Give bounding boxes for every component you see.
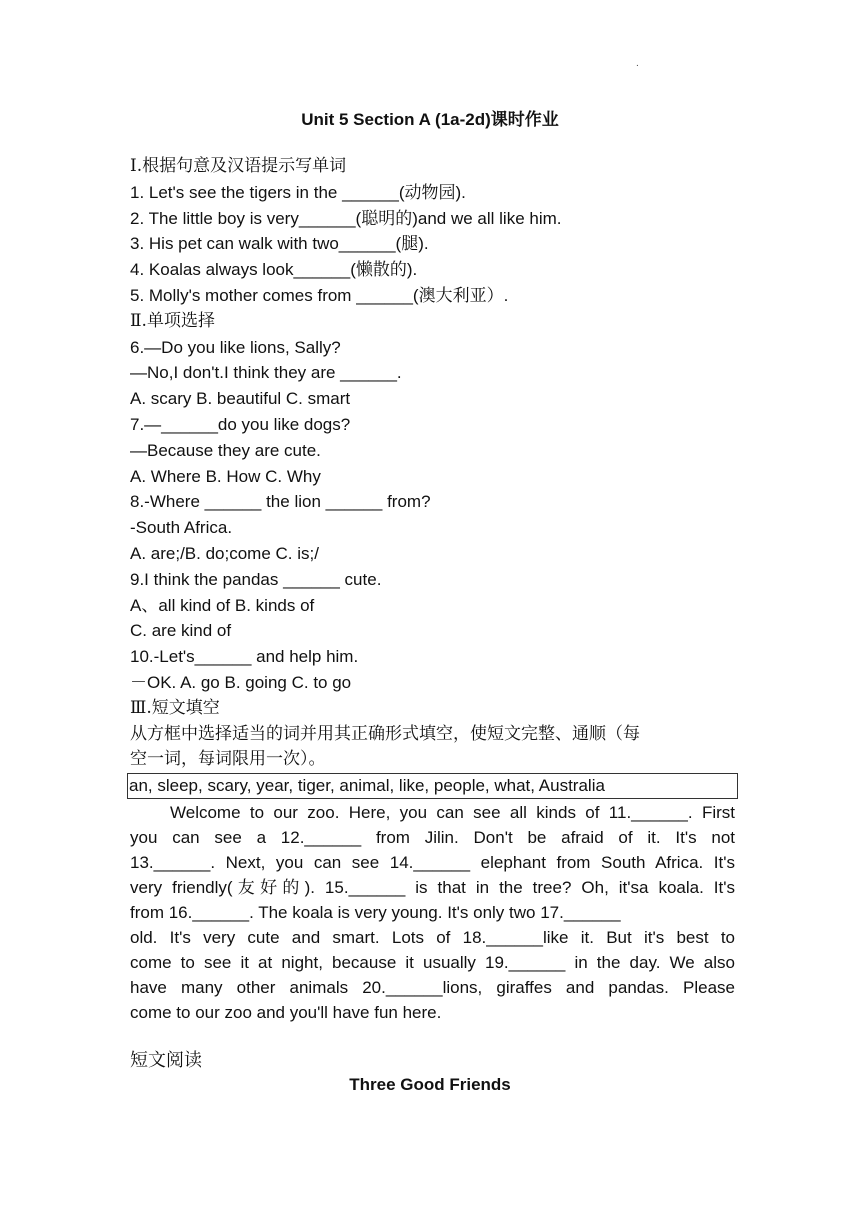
section-3-instruction-line-1: 从方框中选择适当的词并用其正确形式填空，使短文完整、通顺（每 (130, 723, 640, 744)
question-9-option-c: C. are kind of (130, 621, 232, 641)
question-10-options: －OK. A. go B. going C. to go (130, 672, 352, 692)
section-3-instruction-line-2: 空一词，每词限用一次）。 (130, 748, 326, 769)
page-mark: . (636, 58, 639, 69)
passage-line-6: old. It's very cute and smart. Lots of 18.______like it. But it's best to (130, 927, 735, 947)
passage-line-8: have many other animals 20.______lions, giraffes and pandas. Please (130, 977, 735, 997)
passage-line-1: Welcome to our zoo. Here, you can see all kinds of 11.______. First (170, 802, 735, 822)
cloze-passage (130, 800, 735, 1025)
passage-line-3: 13.______. Next, you can see 14.______ elephant from South Africa. It's (130, 852, 735, 872)
passage-line-7: come to see it at night, because it usually 19.______ in the day. We also (130, 952, 735, 972)
question-8-options: A. are;/B. do;come C. is;/ (130, 543, 319, 563)
passage-line-9: come to our zoo and you'll have fun here. (130, 1002, 442, 1022)
passage-line-4: very friendly(友好的). 15.______ is that in the tree? Oh, it'sa koala. It's (130, 877, 735, 897)
story-title: Three Good Friends (349, 1075, 511, 1094)
page-title: Unit 5 Section A (1a-2d)课时作业 (301, 110, 559, 129)
question-10-prompt: 10.-Let's______ and help him. (130, 647, 359, 667)
question-6-reply: —No,I don't.I think they are ______. (130, 363, 402, 383)
question-6-options: A. scary B. beautiful C. smart (130, 389, 351, 409)
question-6-prompt: 6.—Do you like lions, Sally? (130, 337, 341, 357)
section-1-heading: Ⅰ.根据句意及汉语提示写单词 (130, 156, 347, 176)
question-4: 4. Koalas always look______(懒散的). (130, 260, 418, 280)
question-5: 5. Molly's mother comes from ______(澳大利亚）. (130, 285, 509, 305)
question-8-prompt: 8.-Where ______ the lion ______ from? (130, 492, 431, 512)
question-2: 2. The little boy is very______(聪明的)and we all like him. (130, 208, 562, 228)
exercise-body (130, 154, 735, 1025)
question-8-reply: -South Africa. (130, 518, 233, 538)
question-7-reply: —Because they are cute. (130, 440, 321, 460)
question-9-prompt: 9.I think the pandas ______ cute. (130, 569, 382, 589)
section-3-heading: Ⅲ.短文填空 (130, 697, 220, 718)
section-2-heading: Ⅱ.单项选择 (130, 310, 215, 331)
question-3: 3. His pet can walk with two______(腿). (130, 234, 429, 254)
question-9-options-ab: A、all kind of B. kinds of (130, 595, 315, 615)
question-7-options: A. Where B. How C. Why (130, 466, 321, 486)
question-7-prompt: 7.—______do you like dogs? (130, 414, 351, 434)
question-1: 1. Let's see the tigers in the ______(动物园). (130, 182, 466, 202)
word-box: an, sleep, scary, year, tiger, animal, like, people, what, Australia (127, 773, 738, 799)
passage-line-2: you can see a 12.______ from Jilin. Don't be afraid of it. It's not (130, 827, 735, 847)
passage-line-5: from 16.______. The koala is very young. It's only two 17.______ (130, 902, 621, 922)
section-4-heading: 短文阅读 (130, 1050, 202, 1071)
